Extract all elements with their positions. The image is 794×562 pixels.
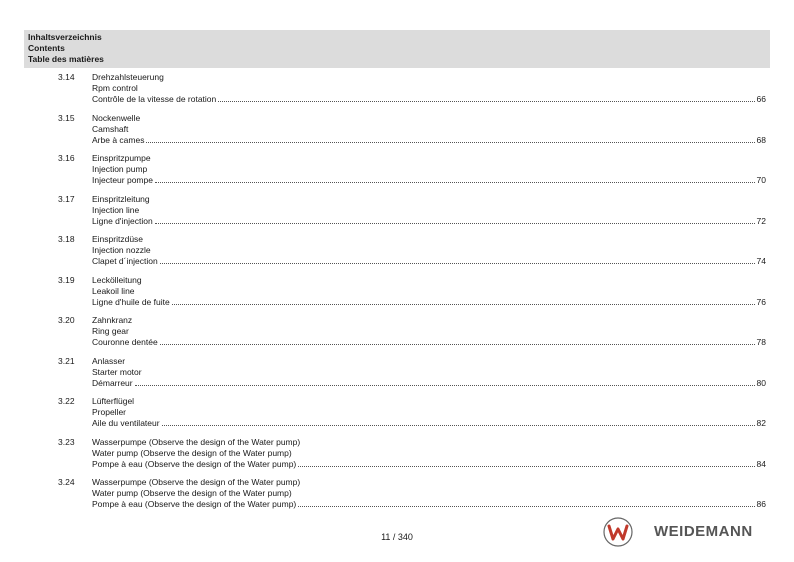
section-title-en: Injection line (92, 204, 140, 215)
section-title-en: Starter motor (92, 366, 142, 377)
section-title-de: Anlasser (92, 355, 126, 366)
dot-leader (155, 175, 755, 183)
section-number: 3.23 (58, 436, 75, 447)
dot-leader (162, 418, 755, 426)
dot-leader (218, 94, 754, 102)
dot-leader (298, 459, 754, 467)
section-number: 3.22 (58, 396, 75, 406)
section-title-fr-row (92, 135, 766, 146)
section-title-fr-row (92, 175, 766, 186)
section-number: 3.14 (58, 72, 75, 82)
section-title-fr-row (92, 256, 766, 267)
section-title-en: Injection nozzle (92, 245, 151, 255)
dot-leader (146, 135, 754, 143)
section-title-fr: Ligne d'huile de fuite (92, 296, 170, 307)
section-title-de: Einspritzpumpe (92, 153, 151, 163)
section-title-fr: Injecteur pompe (92, 175, 153, 185)
section-title-de: Zahnkranz (92, 315, 133, 325)
dot-leader (135, 378, 755, 386)
section-title-fr: Pompe à eau (Observe the design of the Water pump) (92, 458, 297, 469)
page-number: 86 (756, 499, 766, 509)
section-title-fr-row (92, 459, 766, 470)
section-title-fr: Aile du ventilateur (92, 418, 160, 428)
section-title-en: Water pump (Observe the design of the Water pump) (92, 447, 292, 458)
section-title-fr-row (92, 337, 766, 348)
dot-leader (155, 216, 755, 224)
page-number: 84 (756, 458, 766, 469)
brand-name: WEIDEMANN (654, 523, 753, 540)
section-title-fr: Ligne d'injection (92, 215, 153, 226)
dot-leader (160, 337, 755, 345)
section-number: 3.21 (58, 355, 75, 366)
page-number: 68 (756, 134, 766, 145)
dot-leader (160, 256, 755, 264)
section-number: 3.18 (58, 234, 75, 244)
section-title-fr: Pompe à eau (Observe the design of the Water pump) (92, 499, 297, 509)
section-title-de: Einspritzleitung (92, 193, 150, 204)
section-title-de: Lüfterflügel (92, 396, 135, 406)
section-number: 3.16 (58, 153, 75, 163)
section-title-fr-row (92, 94, 766, 105)
section-title-fr: Couronne dentée (92, 337, 158, 347)
section-title-fr: Arbe à cames (92, 134, 145, 145)
section-title-fr-row (92, 216, 766, 227)
section-title-en: Camshaft (92, 123, 129, 134)
toc-header (24, 30, 770, 68)
section-title-en: Propeller (92, 407, 127, 417)
page-number: 72 (756, 215, 766, 226)
section-number: 3.19 (58, 274, 75, 285)
section-title-en: Injection pump (92, 164, 148, 174)
header-title-de: Inhaltsverzeichnis (28, 32, 102, 42)
page-number: 74 (756, 256, 766, 266)
page-number: 76 (756, 296, 766, 307)
page-indicator: 11 / 340 (381, 532, 413, 542)
header-title-en: Contents (28, 43, 65, 53)
section-title-de: Nockenwelle (92, 112, 141, 123)
section-title-en: Water pump (Observe the design of the Water pump) (92, 488, 292, 498)
section-title-de: Wasserpumpe (Observe the design of the Water pump) (92, 436, 301, 447)
page-number: 70 (756, 175, 766, 185)
section-number: 3.24 (58, 477, 75, 487)
weidemann-w-logo-icon (603, 517, 633, 547)
section-number: 3.15 (58, 112, 75, 123)
section-title-fr-row (92, 378, 766, 389)
section-number: 3.20 (58, 315, 75, 325)
page-number: 80 (756, 377, 766, 388)
header-title-fr: Table des matières (28, 54, 104, 64)
section-title-de: Drehzahlsteuerung (92, 72, 164, 82)
section-title-fr: Clapet d´injection (92, 256, 158, 266)
dot-leader (172, 297, 755, 305)
section-title-fr: Démarreur (92, 377, 133, 388)
section-number: 3.17 (58, 193, 75, 204)
section-title-fr-row (92, 499, 766, 510)
section-title-de: Einspritzdüse (92, 234, 144, 244)
section-title-en: Rpm control (92, 83, 138, 93)
dot-leader (298, 499, 754, 507)
page-number: 82 (756, 418, 766, 428)
section-title-en: Ring gear (92, 326, 129, 336)
page-number: 66 (756, 94, 766, 104)
section-title-fr-row (92, 297, 766, 308)
section-title-fr-row (92, 418, 766, 429)
section-title-de: Leckölleitung (92, 274, 142, 285)
page-number: 78 (756, 337, 766, 347)
section-title-de: Wasserpumpe (Observe the design of the Water pump) (92, 477, 301, 487)
section-title-en: Leakoil line (92, 285, 135, 296)
section-title-fr: Contrôle de la vitesse de rotation (92, 94, 217, 104)
